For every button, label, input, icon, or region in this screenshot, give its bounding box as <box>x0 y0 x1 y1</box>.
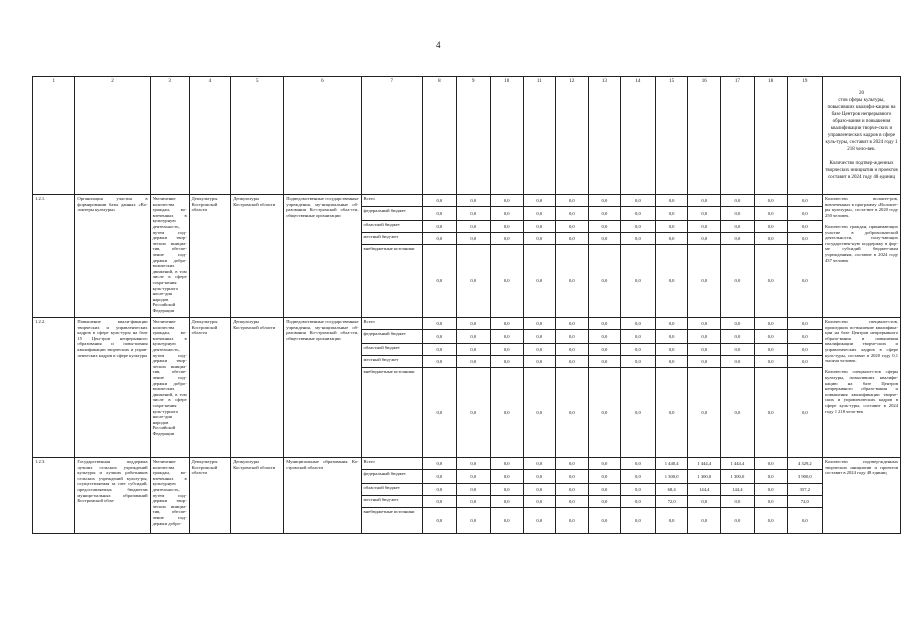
amount-cell: 0,0 <box>456 221 490 233</box>
amount-cell: 0,0 <box>787 344 822 356</box>
amount-cell: 0,0 <box>523 221 555 233</box>
amount-cell: 1 300,0 <box>655 470 688 484</box>
amount-cell: 144,4 <box>688 484 721 496</box>
column-number-cell: 1 <box>33 77 75 195</box>
amount-cell: 0,0 <box>655 245 688 318</box>
amount-cell: 0,0 <box>588 368 620 458</box>
activity-responsible: Депкультуры Костромской области <box>189 458 231 534</box>
amount-cell: 0,0 <box>620 207 655 221</box>
amount-cell: 0,0 <box>490 484 523 496</box>
table-row <box>33 195 901 207</box>
column-number-cell: 11 <box>523 77 555 195</box>
amount-cell: 0,0 <box>721 245 755 318</box>
table-row <box>33 458 901 470</box>
amount-cell: 0,0 <box>588 245 620 318</box>
amount-cell: 0,0 <box>456 470 490 484</box>
amount-cell: 0,0 <box>490 470 523 484</box>
amount-cell: 0,0 <box>655 207 688 221</box>
amount-cell: 0,0 <box>422 245 456 318</box>
amount-cell: 0,0 <box>523 245 555 318</box>
amount-cell: 0,0 <box>754 344 787 356</box>
activity-number: 1.2.1. <box>33 195 75 318</box>
amount-cell: 0,0 <box>655 508 688 534</box>
amount-cell: 0,0 <box>456 508 490 534</box>
amount-cell: 0,0 <box>588 458 620 470</box>
amount-cell: 0,0 <box>620 470 655 484</box>
activity-responsible: Депкультуры Костромской области <box>189 195 231 318</box>
amount-cell: 0,0 <box>787 356 822 368</box>
activity-recipients: Подведомственные государственные учреждения, му-ниципальные об-разования Ко-стромской обла-сти, общественные организации <box>284 318 361 458</box>
amount-cell: 0,0 <box>555 330 588 344</box>
amount-cell: 0,0 <box>490 356 523 368</box>
amount-cell: 0,0 <box>490 496 523 508</box>
amount-cell: 0,0 <box>688 318 721 330</box>
amount-cell: 0,0 <box>721 233 755 245</box>
amount-cell: 0,0 <box>555 207 588 221</box>
amount-cell: 0,0 <box>721 356 755 368</box>
amount-cell: 0,0 <box>754 368 787 458</box>
activity-recipients: Муниципальные образования Ко-стромской области <box>284 458 361 534</box>
amount-cell: 4 329,2 <box>787 458 822 470</box>
amount-cell: 0,0 <box>588 344 620 356</box>
fund-source-label: Всего <box>361 318 422 330</box>
amount-cell: 0,0 <box>688 496 721 508</box>
amount-cell: 0,0 <box>523 330 555 344</box>
fund-source-label: местный бюд-жет <box>361 496 422 508</box>
amount-cell: 0,0 <box>588 207 620 221</box>
table-row <box>33 318 901 330</box>
amount-cell: 0,0 <box>721 344 755 356</box>
amount-cell: 68,4 <box>655 484 688 496</box>
amount-cell: 0,0 <box>688 356 721 368</box>
amount-cell: 0,0 <box>620 496 655 508</box>
fund-source-label: местный бюд-жет <box>361 233 422 245</box>
amount-cell: 0,0 <box>422 344 456 356</box>
amount-cell: 0,0 <box>523 508 555 534</box>
activity-number: 1.2.2. <box>33 318 75 458</box>
expected-result: Количество специали-стов, прошедших по-вышение квалифика-ции на базе Центров непрерывного образо-вания и повышения квалификации творче-ских и управленческих кадров в сфере куль-туры, составит в 2020 году 0,1 тысячи человек. Количество специали-стов сферы культуры, повысивших квалифи-кацию на базе Центров непрерывного образо-вания и повышения квалификации творче-ских и управленческих кадров в сфере куль-туры, составит в 2024 году 1 218 чело-век <box>822 318 900 458</box>
amount-cell: 0,0 <box>422 221 456 233</box>
amount-cell: 0,0 <box>422 195 456 207</box>
amount-cell: 1 444,4 <box>721 458 755 470</box>
amount-cell: 0,0 <box>620 195 655 207</box>
column-number-cell: 17 <box>721 77 755 195</box>
amount-cell: 0,0 <box>754 207 787 221</box>
amount-cell: 0,0 <box>456 458 490 470</box>
column-number-cell: 10 <box>490 77 523 195</box>
amount-cell: 0,0 <box>490 330 523 344</box>
amount-cell: 0,0 <box>490 368 523 458</box>
column-number-row <box>33 77 901 195</box>
amount-cell: 0,0 <box>754 508 787 534</box>
amount-cell: 0,0 <box>620 484 655 496</box>
column-number-cell: 12 <box>555 77 588 195</box>
amount-cell: 0,0 <box>655 330 688 344</box>
amount-cell: 0,0 <box>787 318 822 330</box>
amount-cell: 0,0 <box>555 356 588 368</box>
amount-cell: 0,0 <box>456 356 490 368</box>
amount-cell: 0,0 <box>588 484 620 496</box>
fund-source-label: областной бюджет <box>361 484 422 496</box>
column-number-cell: 4 <box>189 77 231 195</box>
amount-cell: 0,0 <box>422 318 456 330</box>
amount-cell: 357,2 <box>787 484 822 496</box>
amount-cell: 0,0 <box>456 245 490 318</box>
amount-cell: 0,0 <box>787 368 822 458</box>
amount-cell: 0,0 <box>688 368 721 458</box>
amount-cell: 0,0 <box>688 233 721 245</box>
fund-source-label: внебюджетные источники <box>361 508 422 534</box>
amount-cell: 0,0 <box>555 233 588 245</box>
column-number-cell: 9 <box>456 77 490 195</box>
amount-cell: 0,0 <box>588 195 620 207</box>
amount-cell: 0,0 <box>456 195 490 207</box>
amount-cell: 72,0 <box>787 496 822 508</box>
amount-cell: 0,0 <box>721 508 755 534</box>
amount-cell: 0,0 <box>523 195 555 207</box>
amount-cell: 0,0 <box>588 233 620 245</box>
amount-cell: 0,0 <box>588 221 620 233</box>
amount-cell: 0,0 <box>490 508 523 534</box>
amount-cell: 1 440,4 <box>655 458 688 470</box>
column-number-cell: 16 <box>688 77 721 195</box>
fund-source-label: федеральный бюджет <box>361 207 422 221</box>
amount-cell: 0,0 <box>721 330 755 344</box>
amount-cell: 0,0 <box>754 496 787 508</box>
activity-name: Государственная поддержка лучших сельских учреждений культуры и лучших работников сельских учреждений культу-ры, осуществляемая за счет субсидий, предоставляемых бюджетам муници-пальных образований Костромской обла- <box>75 458 150 534</box>
column-number-cell: 14 <box>620 77 655 195</box>
amount-cell: 0,0 <box>555 344 588 356</box>
column-number-cell: 6 <box>284 77 361 195</box>
amount-cell: 0,0 <box>688 508 721 534</box>
column-number-cell: 20 <box>858 91 864 96</box>
column-number-cell: 3 <box>150 77 189 195</box>
amount-cell: 0,0 <box>490 207 523 221</box>
carryover-result-cell <box>822 77 900 195</box>
amount-cell: 0,0 <box>620 368 655 458</box>
fund-source-label: областной бюджет <box>361 344 422 356</box>
amount-cell: 0,0 <box>620 458 655 470</box>
amount-cell: 0,0 <box>422 484 456 496</box>
amount-cell: 0,0 <box>721 195 755 207</box>
amount-cell: 0,0 <box>490 233 523 245</box>
amount-cell: 0,0 <box>787 207 822 221</box>
amount-cell: 0,0 <box>422 368 456 458</box>
amount-cell: 0,0 <box>588 508 620 534</box>
amount-cell: 0,0 <box>456 330 490 344</box>
amount-cell: 144,4 <box>721 484 755 496</box>
amount-cell: 72,0 <box>655 496 688 508</box>
activity-customer: Депкультуры Костромской области <box>231 458 284 534</box>
amount-cell: 0,0 <box>754 330 787 344</box>
amount-cell: 0,0 <box>754 233 787 245</box>
amount-cell: 0,0 <box>688 344 721 356</box>
activity-number: 1.2.3. <box>33 458 75 534</box>
amount-cell: 0,0 <box>422 356 456 368</box>
amount-cell: 1 300,0 <box>688 470 721 484</box>
amount-cell: 0,0 <box>490 344 523 356</box>
amount-cell: 0,0 <box>422 496 456 508</box>
amount-cell: 1 300,0 <box>721 470 755 484</box>
amount-cell: 0,0 <box>456 318 490 330</box>
amount-cell: 0,0 <box>555 496 588 508</box>
amount-cell: 0,0 <box>422 330 456 344</box>
fund-source-label: федеральный бюджет <box>361 330 422 344</box>
page-number: 4 <box>436 40 441 50</box>
amount-cell: 0,0 <box>422 508 456 534</box>
amount-cell: 0,0 <box>655 233 688 245</box>
fund-source-label: Всего <box>361 458 422 470</box>
amount-cell: 0,0 <box>555 368 588 458</box>
fund-source-label: внебюджетные источники <box>361 245 422 318</box>
amount-cell: 0,0 <box>588 330 620 344</box>
amount-cell: 0,0 <box>456 344 490 356</box>
amount-cell: 0,0 <box>787 233 822 245</box>
carryover-result-text: стов сферы культуры, повысивших квалифи-кацию на базе Центров непрерывного образо-вания и повышения квалификации творче-ских и управленческих кадров в сфере куль-туры, составит в 2024 году 1 218 чело-век. Количество подтвер-жденных творческих инициатив и проектов составит в 2024 году 48 единиц <box>825 98 898 180</box>
expected-result: Количество волонте-ров, вовлеченных в программу «Волонте-ры культуры», соста-вит в 2020 году 250 человек. Количество граждан, принимающих участие в добровольческой деятельности, полу-чающих государствен-ную поддержку в фор-ме субсидий бюджет-ным учреждениям, составит в 2024 году 437 человек <box>822 195 900 318</box>
amount-cell: 0,0 <box>620 330 655 344</box>
activity-customer: Депкультуры Костромской области <box>231 318 284 458</box>
activity-responsible: Депкультуры Костромской области <box>189 318 231 458</box>
column-number-cell: 2 <box>75 77 150 195</box>
amount-cell: 0,0 <box>523 233 555 245</box>
column-number-cell: 7 <box>361 77 422 195</box>
amount-cell: 0,0 <box>655 221 688 233</box>
amount-cell: 0,0 <box>422 233 456 245</box>
amount-cell: 1 444,4 <box>688 458 721 470</box>
amount-cell: 0,0 <box>620 508 655 534</box>
amount-cell: 0,0 <box>456 207 490 221</box>
column-number-cell: 18 <box>754 77 787 195</box>
amount-cell: 0,0 <box>620 344 655 356</box>
amount-cell: 0,0 <box>456 484 490 496</box>
amount-cell: 0,0 <box>721 368 755 458</box>
amount-cell: 0,0 <box>787 245 822 318</box>
activity-goal: Увеличение количества граждан, во-влеченных в культурную деятельность, путем под-держки твор-ческих инициа-тив, обеспе-чение под-держки добро-вольческих движений, в том числе в сфере сохра-нения куль-турного насле-дия народов Российской Федерации <box>150 195 189 318</box>
column-number-cell: 5 <box>231 77 284 195</box>
amount-cell: 0,0 <box>490 458 523 470</box>
amount-cell: 0,0 <box>490 195 523 207</box>
amount-cell: 0,0 <box>655 356 688 368</box>
column-number-cell: 13 <box>588 77 620 195</box>
amount-cell: 0,0 <box>588 496 620 508</box>
amount-cell: 0,0 <box>490 221 523 233</box>
amount-cell: 0,0 <box>523 318 555 330</box>
amount-cell: 3 900,0 <box>787 470 822 484</box>
amount-cell: 0,0 <box>754 356 787 368</box>
amount-cell: 0,0 <box>555 458 588 470</box>
column-number-cell: 8 <box>422 77 456 195</box>
amount-cell: 0,0 <box>620 245 655 318</box>
amount-cell: 0,0 <box>688 221 721 233</box>
amount-cell: 0,0 <box>787 330 822 344</box>
amount-cell: 0,0 <box>787 195 822 207</box>
column-number-cell: 15 <box>655 77 688 195</box>
activity-recipients: Подведомственные государственные учреждения, му-ниципальные об-разования Ко-стромской обла-сти, общественные организации <box>284 195 361 318</box>
fund-source-label: федеральный бюджет <box>361 470 422 484</box>
amount-cell: 0,0 <box>456 233 490 245</box>
amount-cell: 0,0 <box>754 458 787 470</box>
amount-cell: 0,0 <box>754 195 787 207</box>
amount-cell: 0,0 <box>456 496 490 508</box>
activity-name: Организация участия в формировании базы данных «Во-лонтеры культуры» <box>75 195 150 318</box>
amount-cell: 0,0 <box>754 245 787 318</box>
amount-cell: 0,0 <box>620 318 655 330</box>
fund-source-label: областной бюджет <box>361 221 422 233</box>
amount-cell: 0,0 <box>655 344 688 356</box>
activity-customer: Депкультуры Костромской области <box>231 195 284 318</box>
amount-cell: 0,0 <box>523 484 555 496</box>
amount-cell: 0,0 <box>523 470 555 484</box>
amount-cell: 0,0 <box>555 195 588 207</box>
amount-cell: 0,0 <box>490 245 523 318</box>
amount-cell: 0,0 <box>588 318 620 330</box>
amount-cell: 0,0 <box>721 318 755 330</box>
amount-cell: 0,0 <box>620 221 655 233</box>
activity-goal: Увеличение количества граждан, во-влеченных в культурную деятельность, путем под-держки твор-ческих инициа-тив, обеспе-чение под-держки добро-вольческих движений, в том числе в сфере сохра-нения куль-турного насле-дия народов Российской Федерации <box>150 318 189 458</box>
amount-cell: 0,0 <box>555 221 588 233</box>
amount-cell: 0,0 <box>555 245 588 318</box>
amount-cell: 0,0 <box>490 318 523 330</box>
amount-cell: 0,0 <box>787 221 822 233</box>
amount-cell: 0,0 <box>523 356 555 368</box>
amount-cell: 0,0 <box>555 318 588 330</box>
amount-cell: 0,0 <box>688 330 721 344</box>
amount-cell: 0,0 <box>620 233 655 245</box>
amount-cell: 0,0 <box>523 207 555 221</box>
amount-cell: 0,0 <box>754 221 787 233</box>
activity-goal: Увеличение количества граждан, во-влеченных в культурную деятельность, путем под-держки твор-ческих инициа-тив, обеспе-чение под-держки добро- <box>150 458 189 534</box>
amount-cell: 0,0 <box>655 368 688 458</box>
amount-cell: 0,0 <box>721 496 755 508</box>
amount-cell: 0,0 <box>422 470 456 484</box>
amount-cell: 0,0 <box>555 484 588 496</box>
amount-cell: 0,0 <box>620 356 655 368</box>
amount-cell: 0,0 <box>523 344 555 356</box>
fund-source-label: внебюджетные источники <box>361 368 422 458</box>
amount-cell: 0,0 <box>555 470 588 484</box>
program-activities-table <box>32 76 901 534</box>
amount-cell: 0,0 <box>721 221 755 233</box>
amount-cell: 0,0 <box>688 207 721 221</box>
amount-cell: 0,0 <box>754 470 787 484</box>
amount-cell: 0,0 <box>422 458 456 470</box>
column-number-cell: 19 <box>787 77 822 195</box>
amount-cell: 0,0 <box>422 207 456 221</box>
amount-cell: 0,0 <box>754 484 787 496</box>
fund-source-label: местный бюд-жет <box>361 356 422 368</box>
amount-cell: 0,0 <box>555 508 588 534</box>
amount-cell: 0,0 <box>456 368 490 458</box>
amount-cell: 0,0 <box>588 356 620 368</box>
amount-cell: 0,0 <box>721 207 755 221</box>
amount-cell: 0,0 <box>523 458 555 470</box>
amount-cell: 0,0 <box>523 368 555 458</box>
expected-result: Количество подтвер-жденных творческих инициатив и проектов составит в 2024 году 48 единиц <box>822 458 900 534</box>
amount-cell: 0,0 <box>688 245 721 318</box>
amount-cell: 0,0 <box>688 195 721 207</box>
activity-name: Повышение квали-фикации творческих и управленческих кадров в сфере куль-туры на базе 15 Цен-тров непрерывного образования и повы-шения квалификации творческих и управ-ленческих кадров в сфере культуры <box>75 318 150 458</box>
amount-cell: 0,0 <box>523 496 555 508</box>
amount-cell: 0,0 <box>655 318 688 330</box>
fund-source-label: Всего <box>361 195 422 207</box>
amount-cell: 0,0 <box>588 470 620 484</box>
amount-cell: 0,0 <box>787 508 822 534</box>
amount-cell: 0,0 <box>655 195 688 207</box>
amount-cell: 0,0 <box>754 318 787 330</box>
